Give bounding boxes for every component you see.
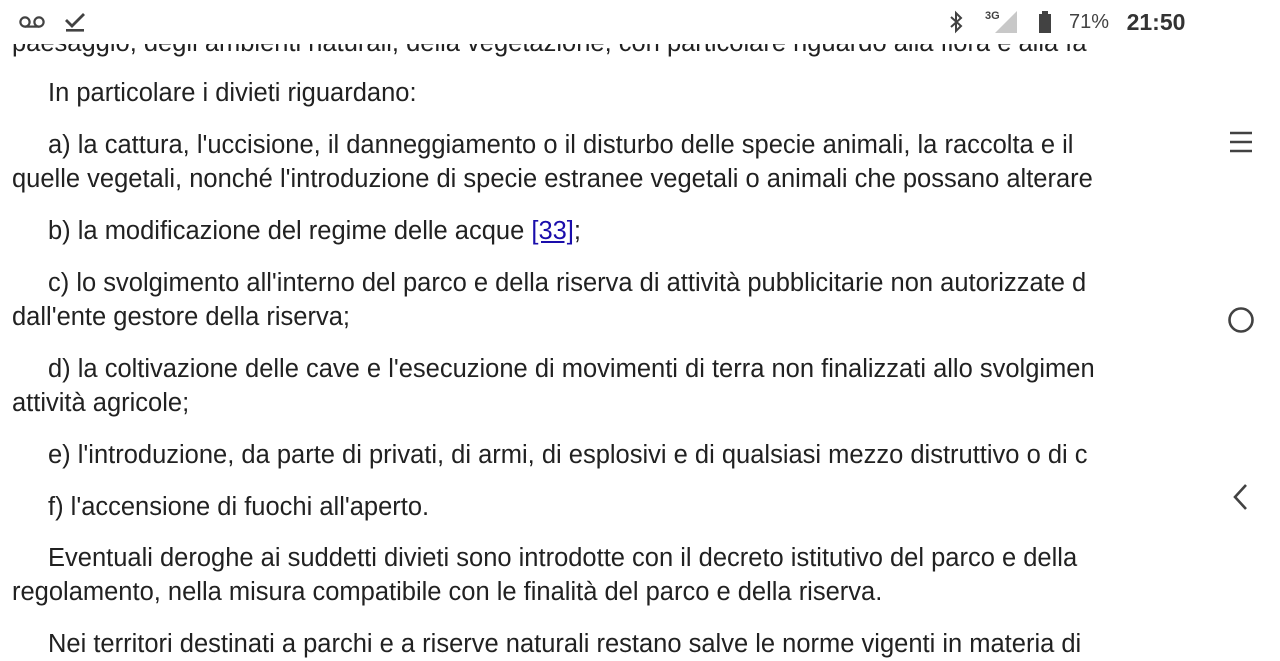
line-text: Eventuali deroghe ai suddetti divieti sono introdotte con il decreto istitutivo del parco e della xyxy=(48,544,1078,572)
text-line xyxy=(48,541,1077,575)
home-icon[interactable] xyxy=(1216,295,1266,345)
battery-icon xyxy=(1034,0,1056,44)
status-bar xyxy=(0,0,1280,44)
text-line xyxy=(48,128,1073,162)
text-line xyxy=(12,386,189,420)
text-line xyxy=(12,575,882,609)
clock: 21:50 xyxy=(1126,8,1186,35)
text-line xyxy=(48,266,1086,300)
line-text: a) la cattura, l'uccisione, il danneggiamento o il disturbo delle specie animali, la raccolta e il xyxy=(48,131,1074,159)
back-icon[interactable] xyxy=(1216,472,1266,522)
line-text: attività agricole; xyxy=(12,389,190,417)
line-text: b) la modificazione del regime delle acque xyxy=(48,217,532,245)
bluetooth-icon xyxy=(944,0,968,44)
text-line xyxy=(12,300,350,334)
line-text: Nei territori destinati a parchi e a riserve naturali restano salve le norme vigenti in materia di xyxy=(48,630,1082,658)
line-text: e) l'introduzione, da parte di privati, di armi, di esplosivi e di qualsiasi mezzo distruttivo o di c xyxy=(48,441,1088,469)
text-line xyxy=(48,214,581,248)
line-text: quelle vegetali, nonché l'introduzione di specie estranee vegetali o animali che possano alterare xyxy=(12,165,1093,193)
network-label: 3G xyxy=(985,10,1000,22)
footnote-link[interactable]: [33] xyxy=(531,217,574,245)
line-text: c) lo svolgimento all'interno del parco e della riserva di attività pubblicitarie non autorizzate d xyxy=(48,269,1087,297)
line-text-after: ; xyxy=(573,217,581,245)
text-line xyxy=(48,438,1088,472)
line-text: dall'ente gestore della riserva; xyxy=(12,303,350,331)
line-text: In particolare i divieti riguardano: xyxy=(48,79,417,107)
line-text: regolamento, nella misura compatibile con le finalità del parco e della riserva. xyxy=(12,578,883,606)
text-line xyxy=(48,76,417,110)
battery-percent: 71% xyxy=(1068,10,1110,33)
voicemail-icon xyxy=(16,0,48,44)
line-text: d) la coltivazione delle cave e l'esecuzione di movimenti di terra non finalizzati allo svolgimen xyxy=(48,355,1095,383)
text-line xyxy=(12,162,1093,196)
download-done-icon xyxy=(60,0,90,44)
menu-icon[interactable] xyxy=(1216,117,1266,167)
text-line xyxy=(48,490,429,524)
signal-icon xyxy=(983,0,1021,44)
line-text: f) l'accensione di fuochi all'aperto. xyxy=(48,493,430,521)
text-line xyxy=(48,352,1095,386)
text-line-partial xyxy=(48,627,1081,661)
